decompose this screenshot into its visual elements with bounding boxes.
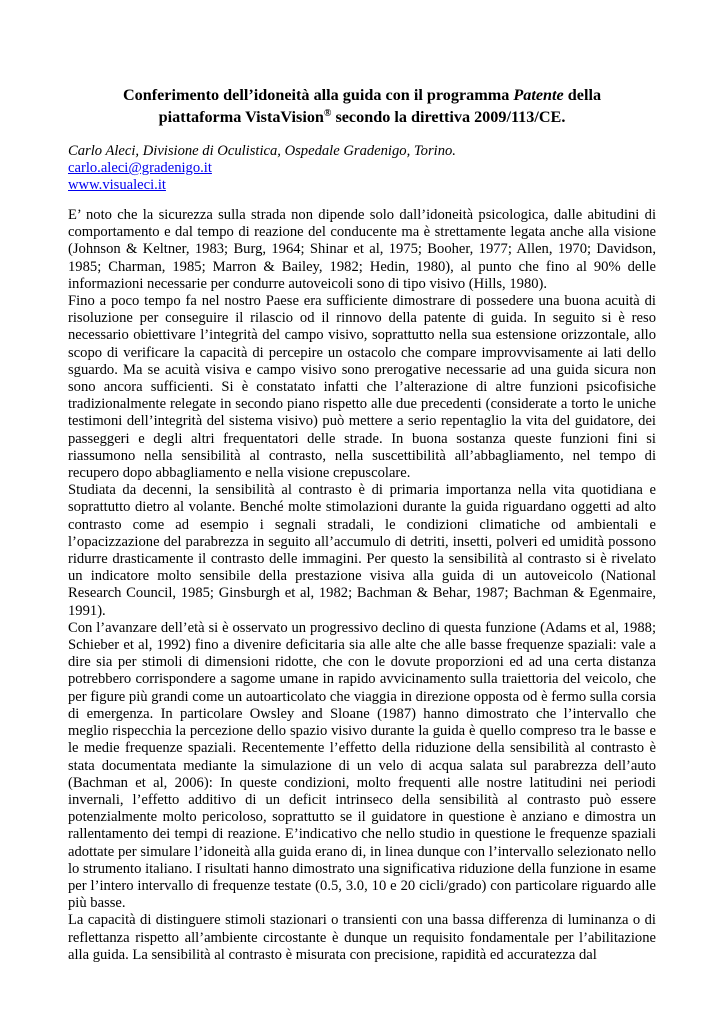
author-name: Carlo Aleci, Divisione di Oculistica, Ospedale Gradenigo, Torino. [68, 143, 456, 159]
author-email-link[interactable]: carlo.aleci@gradenigo.it [68, 160, 212, 176]
title-line-1 [60, 84, 664, 106]
document-title [60, 84, 664, 128]
registered-mark: ® [323, 108, 332, 119]
title-text: piattaforma VistaVision [158, 108, 324, 126]
body-paragraph: Studiata da decenni, la sensibilità al contrasto è di primaria importanza nella vita quotidiana e soprattutto dietro al volante. Benché molte stimolazioni durante la guida riguardano oggetti ad alto contrasto come ad esempio i segnali stradali, le condizioni climatiche od ambientali e l’opacizzazione del parabrezza in seguito all’accumulo di detriti, insetti, polveri ed umidità possono ridurre drasticamente il contrasto delle immagini. Per questo la sensibilità al contrasto si è rivelato un indicatore molto sensibile della prestazione visiva alla guida di un autoveicolo (National Research Council, 1985; Ginsburgh et al, 1982; Bachman & Behar, 1987; Bachman & Egenmaire, 1991). [68, 482, 656, 619]
title-text: Conferimento dell’idoneità alla guida con il programma [122, 86, 514, 104]
body-paragraph: E’ noto che la sicurezza sulla strada non dipende solo dall’idoneità psicologica, dalle abitudini di comportamento e dal tempo di reazione del conducente ma è strettamente legata anche alla visione (Johnson & Keltner, 1983; Burg, 1964; Shinar et al, 1975; Booher, 1977; Allen, 1970; Davidson, 1985; Charman, 1985; Marron & Bailey, 1982; Hedin, 1980), al punto che fino al 90% delle informazioni necessarie per condurre autoveicoli sono di tipo visivo (Hills, 1980). [68, 207, 656, 292]
article-body [68, 207, 656, 964]
author-block [68, 143, 668, 194]
title-italic-text: Patente [513, 86, 564, 104]
body-paragraph: La capacità di distinguere stimoli stazionari o transienti con una bassa differenza di luminanza o di reflettanza rispetto all’ambiente circostante è dunque un requisito fondamentale per l’abilitazione alla guida. La sensibilità al contrasto è misurata con precisione, rapidità ed accuratezza dal [68, 912, 656, 963]
title-text: secondo la direttiva 2009/113/CE. [331, 108, 566, 126]
author-website-link[interactable]: www.visualeci.it [68, 177, 166, 193]
title-line-2 [60, 106, 664, 128]
body-paragraph: Fino a poco tempo fa nel nostro Paese era sufficiente dimostrare di possedere una buona acuità di risoluzione per conseguire il rilascio od il rinnovo della patente di guida. In seguito si è reso necessario obiettivare l’integrità del campo visivo, soprattutto nella sua estensione orizzontale, allo scopo di verificare la capacità di percepire un ostacolo che compare improvvisamente ai lati dello sguardo. Ma se acuità visiva e campo visivo sono prerogative necessarie ad una guida sicura non sono ancora sufficienti. Si è constatato infatti che l’alterazione di altre funzioni psicofisiche tradizionalmente relegate in secondo piano rispetto alle due precedenti (considerate a torto le uniche testimoni dell’integrità del sistema visivo) può mettere a serio repentaglio la vita del guidatore, dei passeggeri e degli altri frequentatori delle strade. In buona sostanza queste funzioni fini si riassumono nella sensibilità al contrasto, nella suscettibilità all’abbagliamento, nel tempo di recupero dopo abbagliamento e nella visione crepuscolare. [68, 293, 656, 482]
title-text: della [563, 86, 602, 104]
body-paragraph: Con l’avanzare dell’età si è osservato un progressivo declino di questa funzione (Adams et al, 1988; Schieber et al, 1992) fino a divenire deficitaria sia alle alte che alle basse frequenze spaziali: vale a dire sia per stimoli di dimensioni ridotte, che con le dovute proporzioni ed ad una certa distanza potrebbero corrispondere a sagome umane in rapido avvicinamento sulla traiettoria del veicolo, che per figure più grandi come un autoarticolato che viaggia in direzione opposta od è fermo sulla corsia di emergenza. In particolare Owsley and Sloane (1987) hanno dimostrato che l’intervallo che meglio rispecchia la percezione dello spazio visivo durante la guida è quello compreso tra le basse e le medie frequenze spaziali. Recentemente l’effetto della riduzione della sensibilità al contrasto è stata documentata mediante la simulazione di un velo di acqua salata sul parabrezza dell’auto (Bachman et al, 2006): In queste condizioni, molto frequenti alle nostre latitudini nei periodi invernali, l’effetto additivo di un deficit intrinseco della sensibilità al contrasto può essere potenzialmente molto pericoloso, soprattutto se il guidatore in questione è anziano e dimostra un rallentamento dei tempi di reazione. E’indicativo che nello studio in questione le frequenze spaziali adottate per simulare l’idoneità alla guida erano di, in linea dunque con l’intervallo selezionato nello lo strumento italiano. I risultati hanno dimostrato una significativa riduzione della funzione in esame per l’intero intervallo di frequenze testate (0.5, 3.0, 10 e 20 cicli/grado) con particolare riguardo alle più basse. [68, 619, 656, 912]
